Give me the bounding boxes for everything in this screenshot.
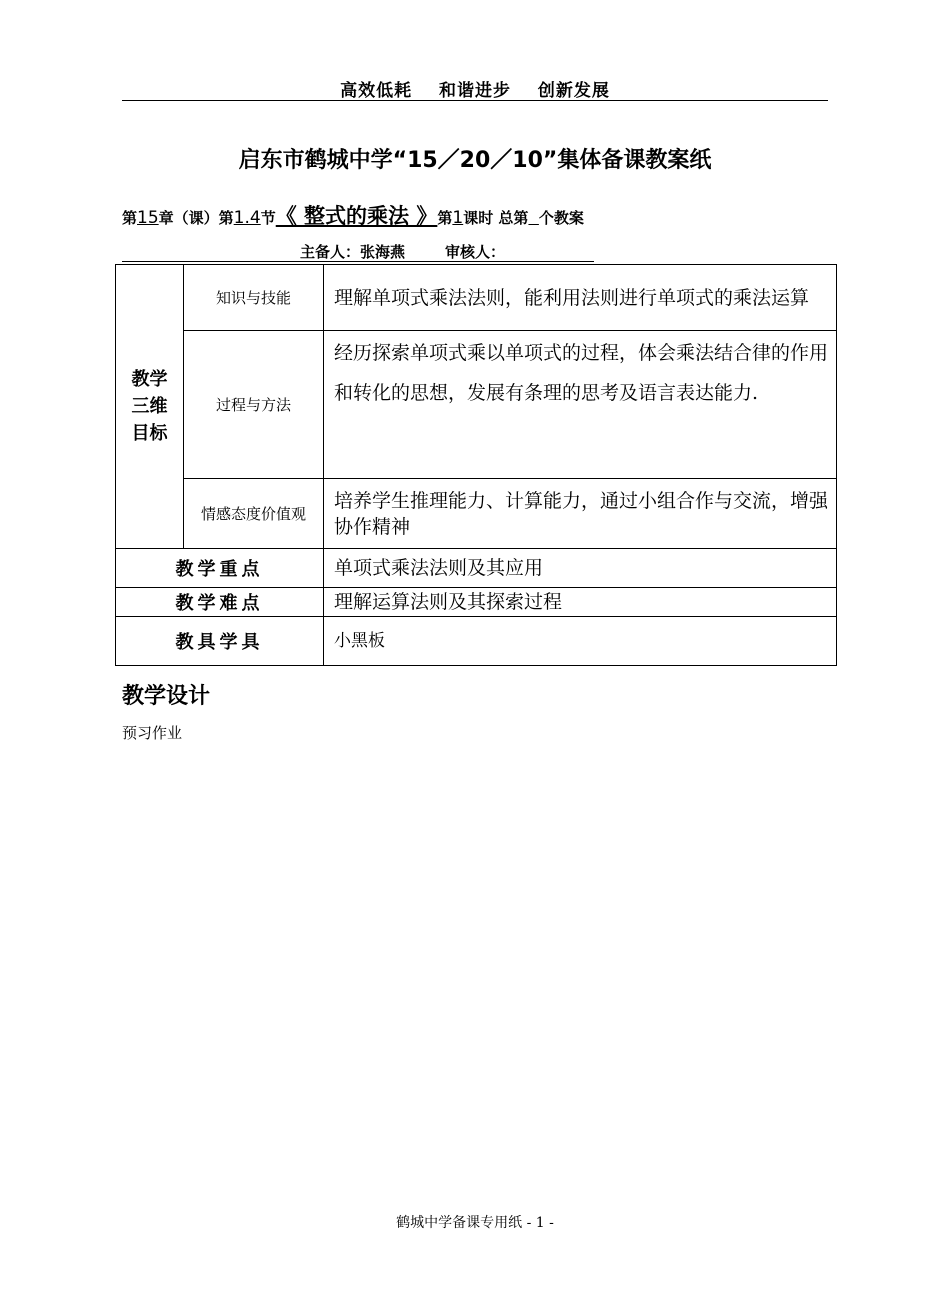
table-row <box>116 617 837 666</box>
header-motto <box>122 76 828 101</box>
table-row <box>116 331 837 479</box>
chapter-number: 15 <box>137 208 159 228</box>
motto-1: 高效低耗 <box>340 81 413 101</box>
meta-text-5: 课时 总第 <box>463 209 529 227</box>
table-row <box>116 588 837 617</box>
lead-preparer-label: 主备人： <box>300 243 361 261</box>
knowledge-skills-text: 理解单项式乘法法则，能利用法则进行单项式的乘法运算 <box>324 265 837 331</box>
key-points-label: 教学重点 <box>116 549 324 588</box>
lesson-meta-line <box>122 200 584 230</box>
header-divider <box>122 100 828 101</box>
tools-label: 教具学具 <box>116 617 324 666</box>
knowledge-skills-label: 知识与技能 <box>184 265 324 331</box>
page-footer: 鹤城中学备课专用纸 - 1 - <box>396 1215 554 1231</box>
lesson-title: 《 整式的乘法 》 <box>275 204 438 228</box>
tools-text: 小黑板 <box>324 617 837 666</box>
process-method-label: 过程与方法 <box>184 331 324 479</box>
meta-text-2: 章（课）第 <box>158 209 234 227</box>
table-row <box>116 549 837 588</box>
attitude-values-label: 情感态度价值观 <box>184 479 324 549</box>
section-number: 1.4 <box>233 208 261 228</box>
table-row <box>116 265 837 331</box>
motto-3: 创新发展 <box>537 81 610 101</box>
table-row <box>116 479 837 549</box>
lesson-plan-table <box>115 264 837 666</box>
objectives-label-cell <box>116 265 184 549</box>
objectives-label: 教学三维目标 <box>131 369 168 444</box>
process-method-text: 经历探索单项式乘以单项式的过程，体会乘法结合律的作用和转化的思想，发展有条理的思考及语言表达能力. <box>324 331 837 479</box>
difficulties-label: 教学难点 <box>116 588 324 617</box>
motto-2: 和谐进步 <box>439 81 511 101</box>
meta-text-1: 第 <box>122 209 138 227</box>
period-number: 1 <box>452 208 464 228</box>
design-heading: 教学设计 <box>122 684 211 709</box>
key-points-text: 单项式乘法法则及其应用 <box>324 549 837 588</box>
preview-homework: 预习作业 <box>122 724 183 742</box>
meta-text-6: 个教案 <box>538 209 584 227</box>
attitude-values-text: 培养学生推理能力、计算能力，通过小组合作与交流，增强协作精神 <box>324 479 837 549</box>
reviewer-label: 审核人： <box>445 243 506 261</box>
lead-preparer-name: 张海燕 <box>360 243 406 261</box>
total-number <box>528 209 538 227</box>
difficulties-text: 理解运算法则及其探索过程 <box>324 588 837 617</box>
meta-text-4: 第 <box>437 209 453 227</box>
document-title: 启东市鹤城中学“15／20／10”集体备课教案纸 <box>238 148 712 173</box>
preparer-line <box>122 240 594 262</box>
meta-text-3: 节 <box>260 209 276 227</box>
